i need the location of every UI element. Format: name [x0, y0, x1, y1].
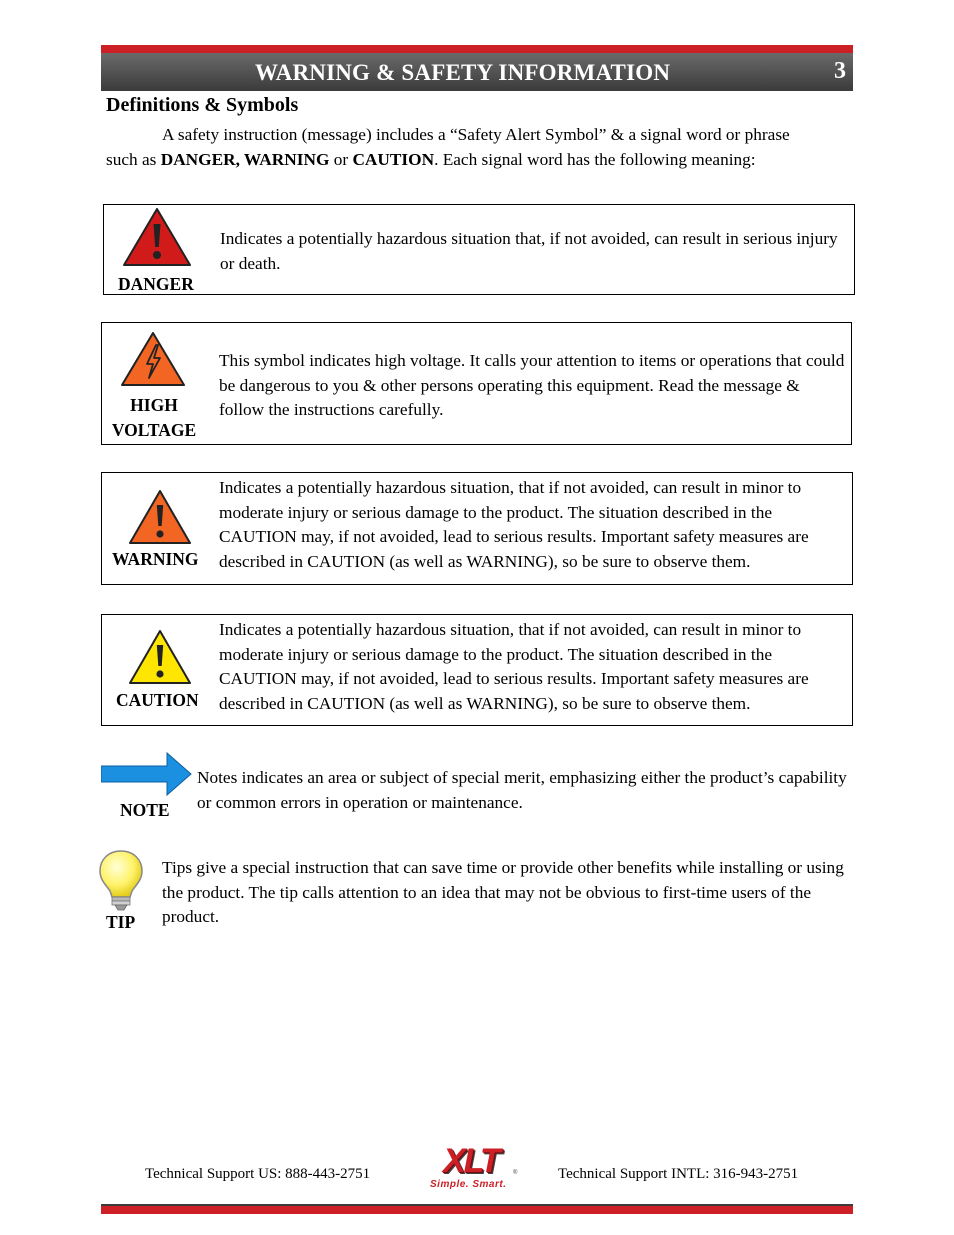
danger-box: [103, 204, 855, 295]
danger-text: Indicates a potentially hazardous situation that, if not avoided, can result in serious injury or death.: [220, 229, 838, 273]
header-red-rule: [101, 45, 853, 53]
footer-support-intl: Technical Support INTL: 316-943-2751: [558, 1166, 799, 1182]
section-heading: Definitions & Symbols: [106, 94, 299, 116]
xlt-logo-tagline: Simple. Smart.: [430, 1179, 507, 1190]
xlt-logo: [429, 1142, 527, 1192]
caution-box: [101, 614, 853, 726]
warning-label: WARNING: [112, 549, 199, 569]
intro-paragraph: [106, 123, 856, 172]
high-voltage-label-line2: VOLTAGE: [111, 419, 197, 440]
intro-line-2: [106, 148, 856, 173]
danger-exclamation-icon: [122, 207, 192, 267]
danger-label: DANGER: [118, 274, 194, 294]
caution-label: CAUTION: [116, 690, 199, 710]
intro-suffix: . Each signal word has the following meaning:: [434, 149, 756, 169]
intro-line-1: A safety instruction (message) includes a “Safety Alert Symbol” & a signal word or phrase: [162, 125, 790, 144]
registered-mark: ®: [513, 1170, 518, 1176]
high-voltage-box: [101, 322, 852, 445]
high-voltage-label: [106, 393, 202, 442]
warning-exclamation-icon: [128, 489, 192, 545]
tip-text: Tips give a special instruction that can save time or provide other benefits while installing or using the product. The tip calls attention to an idea that may not be obvious to first-time users of the product.: [162, 858, 844, 926]
tip-label: TIP: [106, 912, 136, 932]
xlt-logo-text: XLT: [443, 1142, 499, 1180]
footer-support-us: Technical Support US: 888-443-2751: [145, 1166, 371, 1182]
caution-text: Indicates a potentially hazardous situation, that if not avoided, can result in minor to moderate injury or serious damage to the product. The situation described in the CAUTION may, if not avoided, lead to serious results. Important safety measures are described in CAUTION (as well as WARNING), so be sure to observe them.: [219, 620, 809, 713]
note-text: Notes indicates an area or subject of special merit, emphasizing either the product’s capability or common errors in operation or maintenance.: [197, 768, 847, 812]
page-title: WARNING & SAFETY INFORMATION: [255, 60, 671, 85]
warning-box: [101, 472, 853, 585]
page-number: 3: [834, 58, 846, 84]
high-voltage-label-line1: HIGH: [130, 395, 178, 415]
intro-bold-caution: CAUTION: [352, 149, 435, 169]
note-arrow-icon: [101, 751, 193, 797]
warning-text: Indicates a potentially hazardous situation, that if not avoided, can result in minor to moderate injury or serious damage to the product. The situation described in the CAUTION may, if not avoided, lead to serious results. Important safety measures are described in CAUTION (as well as WARNING), so be sure to observe them.: [219, 478, 809, 571]
intro-bold-danger-warning: DANGER, WARNING: [160, 149, 330, 169]
note-label: NOTE: [120, 800, 170, 820]
intro-or: or: [329, 149, 353, 169]
high-voltage-text: This symbol indicates high voltage. It calls your attention to items or operations that could be dangerous to you & other persons operating this equipment. Read the message & follow the instructions carefully.: [219, 351, 845, 419]
footer-red-rule: [101, 1206, 853, 1214]
high-voltage-lightning-icon: [120, 331, 186, 387]
caution-exclamation-icon: [128, 629, 192, 685]
tip-lightbulb-icon: [98, 849, 144, 913]
intro-prefix: such as: [106, 149, 161, 169]
